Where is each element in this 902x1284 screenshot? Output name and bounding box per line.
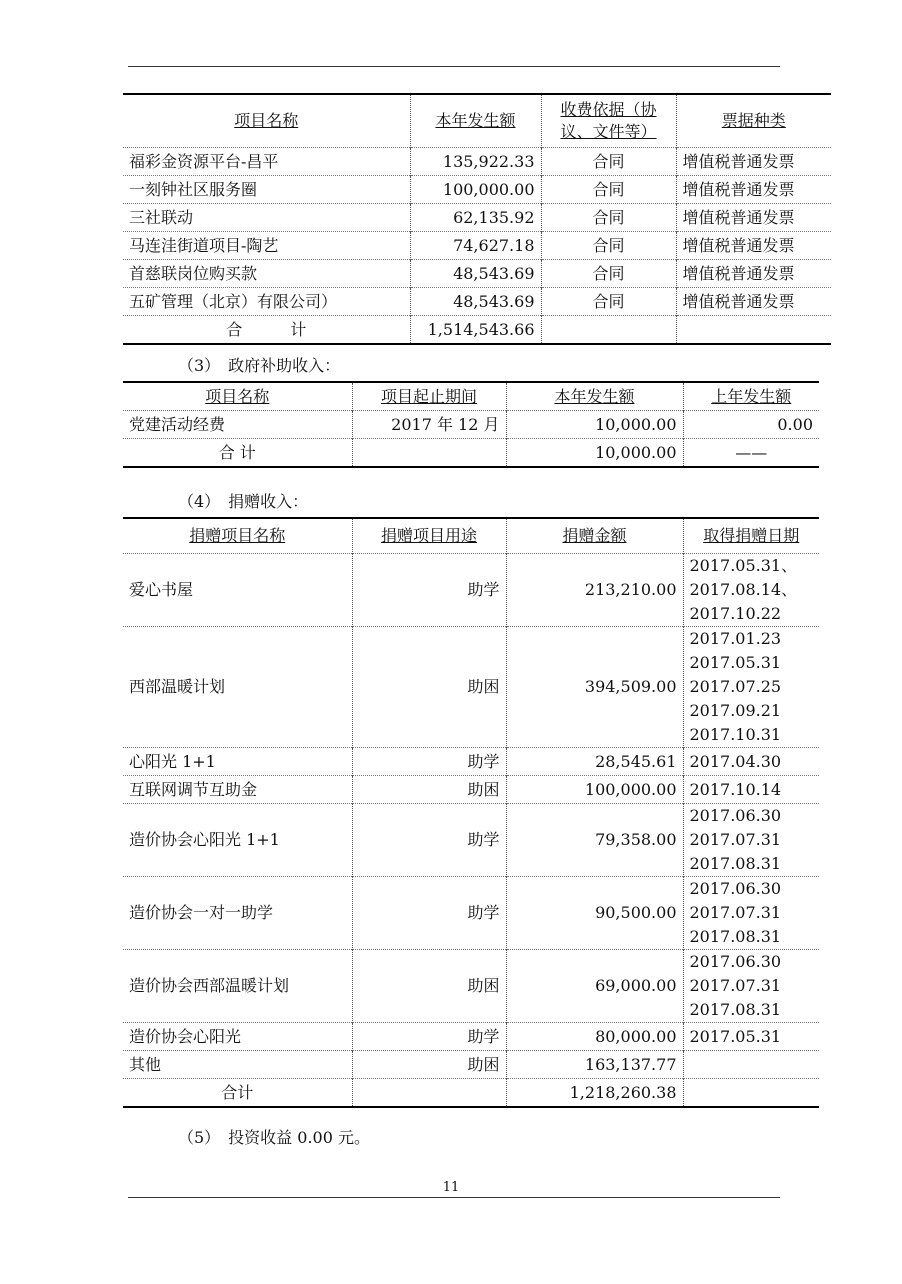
col-header-name: 项目名称 bbox=[234, 111, 299, 130]
donation-income-table bbox=[123, 517, 819, 1108]
donation-date: 2017.08.31 bbox=[689, 854, 782, 873]
table-total-row bbox=[123, 316, 831, 345]
section-5-text: （5） 投资收益 0.00 元。 bbox=[178, 1128, 370, 1147]
donation-date: 2017.05.31、 bbox=[689, 556, 798, 575]
donation-date: 2017.08.14、 bbox=[689, 580, 798, 599]
col-header-amount: 本年发生额 bbox=[410, 94, 541, 148]
col-header-donation-date: 取得捐赠日期 bbox=[683, 518, 819, 554]
col-header-previous: 上年发生额 bbox=[683, 382, 819, 411]
donation-dates bbox=[683, 627, 819, 748]
col-header-name: 项目名称 bbox=[205, 386, 270, 406]
total-label: 合 计 bbox=[123, 316, 410, 345]
donation-date: 2017.04.30 bbox=[689, 751, 782, 771]
table-row: 三社联动 62,135.92 合同 增值税普通发票 bbox=[123, 204, 831, 232]
col-header-receipt: 票据种类 bbox=[676, 94, 831, 148]
table-row: 西部温暖计划 助困 394,509.00 2017.01.23 2017.05.31 2017.07.25 2017.09.21 2017.10.31 bbox=[123, 627, 819, 748]
donation-dates bbox=[683, 877, 819, 950]
table-row: 造价协会心阳光 助学 80,000.00 2017.05.31 bbox=[123, 1023, 819, 1051]
government-subsidy-table bbox=[123, 381, 819, 468]
col-header-current: 本年发生额 bbox=[506, 382, 683, 411]
donation-date: 2017.10.22 bbox=[689, 604, 782, 623]
donation-dates bbox=[683, 1051, 819, 1079]
footer-rule bbox=[128, 1197, 780, 1198]
table-row: 造价协会心阳光 1+1 助学 79,358.00 2017.06.30 2017.07.31 2017.08.31 bbox=[123, 804, 819, 877]
service-income-table bbox=[123, 93, 831, 345]
table-row: 爱心书屋 助学 213,210.00 2017.05.31、 2017.08.14、 2017.10.22 bbox=[123, 554, 819, 627]
table-row: 福彩金资源平台-昌平 135,922.33 合同 增值税普通发票 bbox=[123, 148, 831, 176]
table-row: 马连洼街道项目-陶艺 74,627.18 合同 增值税普通发票 bbox=[123, 232, 831, 260]
donation-dates bbox=[683, 776, 819, 804]
page-number: 11 bbox=[442, 1180, 460, 1195]
donation-date: 2017.08.31 bbox=[689, 1000, 782, 1019]
section-4-heading: （4） 捐赠收入： bbox=[178, 492, 309, 511]
donation-date: 2017.10.31 bbox=[689, 725, 782, 744]
donation-dates bbox=[683, 554, 819, 627]
col-header-donation-amount: 捐赠金额 bbox=[506, 518, 683, 554]
table-total-row: 合 计 10,000.00 —— bbox=[123, 439, 819, 468]
table-row: 党建活动经费 2017 年 12 月 10,000.00 0.00 bbox=[123, 411, 819, 439]
total-value: 1,514,543.66 bbox=[410, 316, 541, 345]
donation-date: 2017.05.31 bbox=[689, 1026, 782, 1046]
table-row: 一刻钟社区服务圈 100,000.00 合同 增值税普通发票 bbox=[123, 176, 831, 204]
donation-date: 2017.09.21 bbox=[689, 701, 782, 720]
table-row: 其他 助困 163,137.77 bbox=[123, 1051, 819, 1079]
donation-date: 2017.08.31 bbox=[689, 927, 782, 946]
header-rule bbox=[128, 66, 780, 67]
table-row: 五矿管理（北京）有限公司） 48,543.69 合同 增值税普通发票 bbox=[123, 288, 831, 316]
donation-dates bbox=[683, 950, 819, 1023]
donation-date: 2017.01.23 bbox=[689, 629, 782, 648]
donation-date: 2017.06.30 bbox=[689, 879, 782, 898]
donation-dates bbox=[683, 1023, 819, 1051]
donation-dates bbox=[683, 804, 819, 877]
col-header-donation-use: 捐赠项目用途 bbox=[352, 518, 506, 554]
col-header-basis: 收费依据（协 议、文件等） bbox=[541, 94, 676, 148]
section-3-heading: （3） 政府补助收入： bbox=[178, 356, 341, 375]
table-row: 造价协会西部温暖计划 助困 69,000.00 2017.06.30 2017.07.31 2017.08.31 bbox=[123, 950, 819, 1023]
table-total-row: 合计 1,218,260.38 bbox=[123, 1079, 819, 1108]
donation-dates bbox=[683, 748, 819, 776]
donation-date: 2017.10.14 bbox=[689, 779, 782, 799]
donation-date: 2017.07.31 bbox=[689, 903, 782, 922]
donation-date: 2017.06.30 bbox=[689, 952, 782, 971]
donation-date: 2017.05.31 bbox=[689, 653, 782, 672]
donation-date: 2017.06.30 bbox=[689, 806, 782, 825]
table-row: 心阳光 1+1 助学 28,545.61 2017.04.30 bbox=[123, 748, 819, 776]
table-row: 互联网调节互助金 助困 100,000.00 2017.10.14 bbox=[123, 776, 819, 804]
donation-date: 2017.07.31 bbox=[689, 976, 782, 995]
table-row: 首慈联岗位购买款 48,543.69 合同 增值税普通发票 bbox=[123, 260, 831, 288]
table-row: 造价协会一对一助学 助学 90,500.00 2017.06.30 2017.07.31 2017.08.31 bbox=[123, 877, 819, 950]
donation-date: 2017.07.25 bbox=[689, 677, 782, 696]
col-header-period: 项目起止期间 bbox=[352, 382, 506, 411]
donation-date: 2017.07.31 bbox=[689, 830, 782, 849]
col-header-donation-name: 捐赠项目名称 bbox=[189, 526, 286, 545]
